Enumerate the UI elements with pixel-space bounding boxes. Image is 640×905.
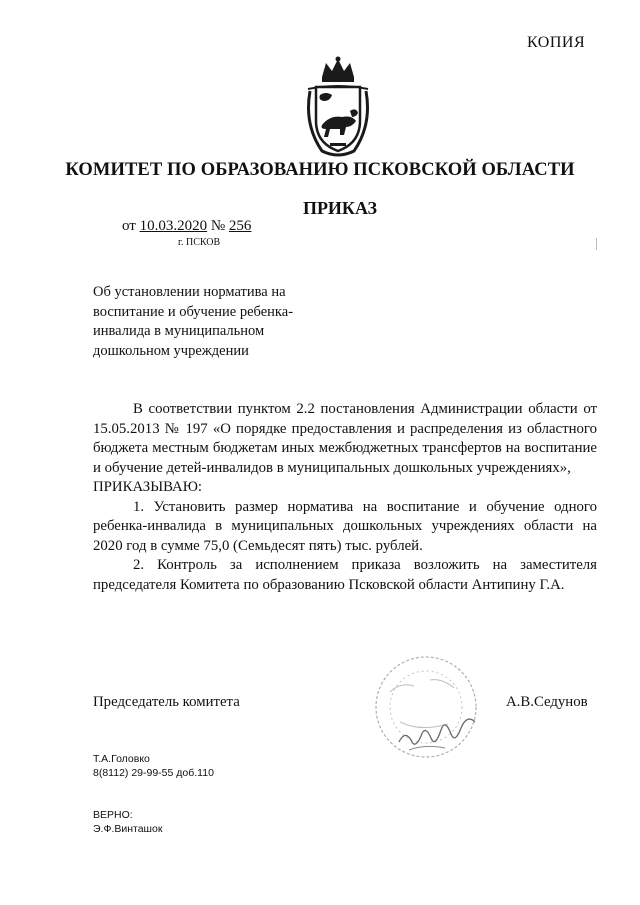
signatory-name: А.В.Седунов [506,694,588,710]
verified-label: ВЕРНО: [93,809,133,821]
order-title: ПРИКАЗ [302,198,378,218]
order-date-number [122,218,251,235]
executor-phone: 8(8112) 29-99-55 доб.110 [93,767,214,779]
verified-block [93,808,162,836]
copy-mark: КОПИЯ [527,34,586,51]
order-number-sign: № [210,218,226,234]
order-item-2: 2. Контроль за исполнением приказа возложить на заместителя председателя Комитета по образованию Псковской области Антипину Г.А. [93,557,597,593]
subject-line: Об установлении норматива на [93,284,286,300]
margin-mark [596,238,597,250]
order-number: 256 [228,218,252,234]
order-word: ПРИКАЗЫВАЮ: [93,479,203,495]
organization-name: КОМИТЕТ ПО ОБРАЗОВАНИЮ ПСКОВСКОЙ ОБЛАСТИ [65,160,575,180]
order-item-1: 1. Установить размер норматива на воспитание и обучение одного ребенка-инвалида в муниципальных дошкольных учреждениях области на 2020 год в сумме 75,0 (Семьдесят пять) тыс. рублей. [93,498,597,554]
order-body [93,400,597,595]
order-prefix: от [122,218,136,234]
pskov-coat-of-arms-icon [300,55,376,161]
handwritten-signature-icon [395,700,480,760]
preamble-paragraph: В соответствии пунктом 2.2 постановления Администрации области от 15.05.2013 № 197 «О порядке предоставления и распределения из областного бюджета местным бюджетам иных межбюджетных трансфертов на воспитание и обучение детей-инвалидов в муниципальных дошкольных учреждениях», [93,401,597,476]
order-subject [93,283,323,361]
subject-line: дошкольном учреждении [93,342,249,359]
executor-name: Т.А.Головко [93,753,150,765]
executor-block [93,752,214,780]
subject-line: воспитание и обучение ребенка- [93,303,294,320]
city: г. ПСКОВ [178,237,221,248]
signatory-position: Председатель комитета [93,694,240,710]
order-date: 10.03.2020 [139,218,208,234]
subject-line: инвалида в муниципальном [93,323,265,339]
verified-name: Э.Ф.Винташок [93,823,163,835]
